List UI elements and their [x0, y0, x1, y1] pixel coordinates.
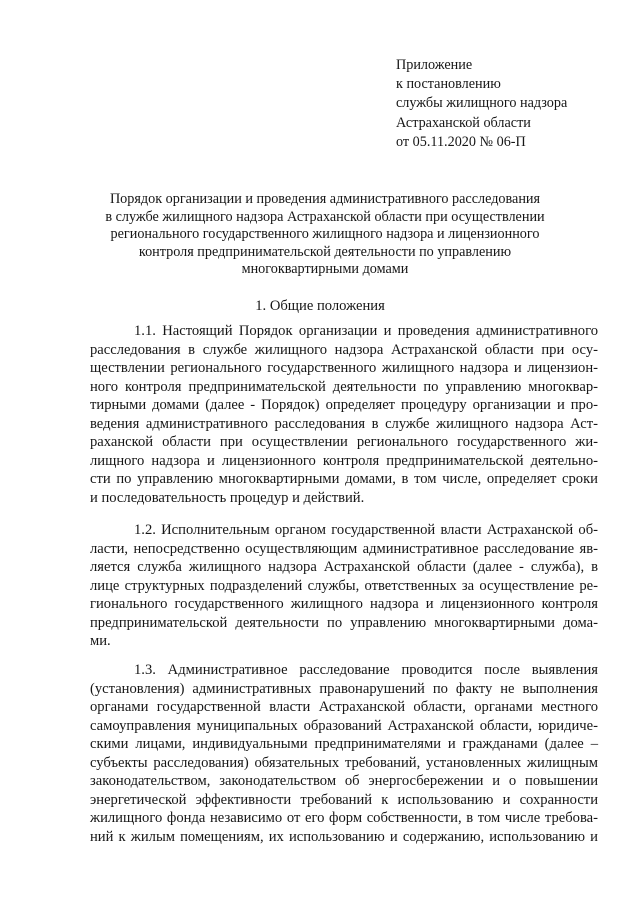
paragraph-line: предпринимательской деятельности по управлению многоквартирными дома- — [90, 614, 598, 631]
title-line: в службе жилищного надзора Астраханской области при осуществлении — [105, 208, 545, 225]
paragraph-line: сти по управлению многоквартирными домами, в том числе, определяет сроки — [90, 471, 598, 487]
appendix-line: к постановлению — [396, 76, 501, 93]
paragraph-line: 1.1. Настоящий Порядок организации и проведения административного — [134, 323, 598, 339]
paragraph-1-1 — [90, 322, 598, 507]
paragraph-line: скими лицами, индивидуальными предпринимателями и гражданами (далее – — [90, 736, 598, 752]
paragraph-line: лищного надзора и лицензионного контроля предпринимательской деятельно- — [90, 452, 598, 469]
paragraph-line: ществлении регионального государственного жилищного надзора и лицензион- — [90, 360, 598, 376]
paragraph-line: гионального государственного жилищного надзора и лицензионного контроля — [90, 596, 598, 612]
paragraph-line: ний к жилым помещениям, их использованию и содержанию, использованию и — [90, 828, 598, 845]
paragraph-line: (установления) административных правонарушений по факту не выполнения — [90, 680, 598, 697]
paragraph-1-3 — [90, 661, 598, 846]
appendix-block — [396, 56, 567, 152]
document-title — [90, 191, 560, 279]
paragraph-line: законодательством, законодательством об энергосбережении и о повышении — [90, 773, 598, 789]
paragraph-line: ляется служба жилищного надзора Астраханской области (далее - служба), в — [90, 559, 598, 575]
paragraph-line: раханской области при осуществлении регионального государственного жи- — [90, 434, 598, 450]
paragraph-line: ведения административного расследования в службе жилищного надзора Аст- — [90, 415, 598, 432]
paragraph-line: ласти, непосредственно осуществляющим административное расследование яв- — [90, 540, 598, 557]
appendix-line: Астраханской области — [396, 114, 531, 131]
appendix-date-number: от 05.11.2020 № 06-П — [396, 133, 526, 150]
title-line: многоквартирными домами — [241, 261, 409, 277]
paragraph-line: 1.3. Административное расследование проводится после выявления — [134, 662, 598, 678]
appendix-line: службы жилищного надзора — [396, 95, 568, 112]
paragraph-line: субъекты расследования) обязательных требований, установленных жилищным — [90, 754, 598, 771]
paragraph-line: 1.2. Исполнительным органом государственной власти Астраханской об- — [134, 522, 598, 538]
paragraph-line: тирными домами (далее - Порядок) определяет процедуру организации и про- — [90, 397, 598, 413]
title-line: Порядок организации и проведения административного расследования — [109, 191, 541, 207]
title-line: контроля предпринимательской деятельности по управлению — [138, 243, 512, 260]
appendix-line: Приложение — [396, 57, 473, 73]
paragraph-line: самоуправления муниципальных образований Астраханской области, юридиче- — [90, 717, 598, 734]
paragraph-line: лице структурных подразделений службы, ответственных за осуществление ре- — [90, 577, 598, 594]
title-line: регионального государственного жилищного надзора и лицензионного — [110, 226, 540, 242]
paragraph-line: ного контроля предпринимательской деятельности по управлению многоквар- — [90, 378, 598, 395]
paragraph-line: расследования в службе жилищного надзора Астраханской области при осу- — [90, 341, 598, 358]
paragraph-line: ми. — [90, 633, 111, 649]
section-heading: 1. Общие положения — [255, 298, 385, 314]
paragraph-line: и последовательность процедур и действий. — [90, 489, 365, 506]
paragraph-line: жилищного фонда независимо от его форм собственности, в том числе требова- — [90, 810, 598, 826]
paragraph-line: энергетической эффективности требований к использованию и сохранности — [90, 791, 598, 808]
paragraph-line: органами государственной власти Астраханской области, органами местного — [90, 699, 598, 715]
paragraph-1-2 — [90, 521, 598, 651]
